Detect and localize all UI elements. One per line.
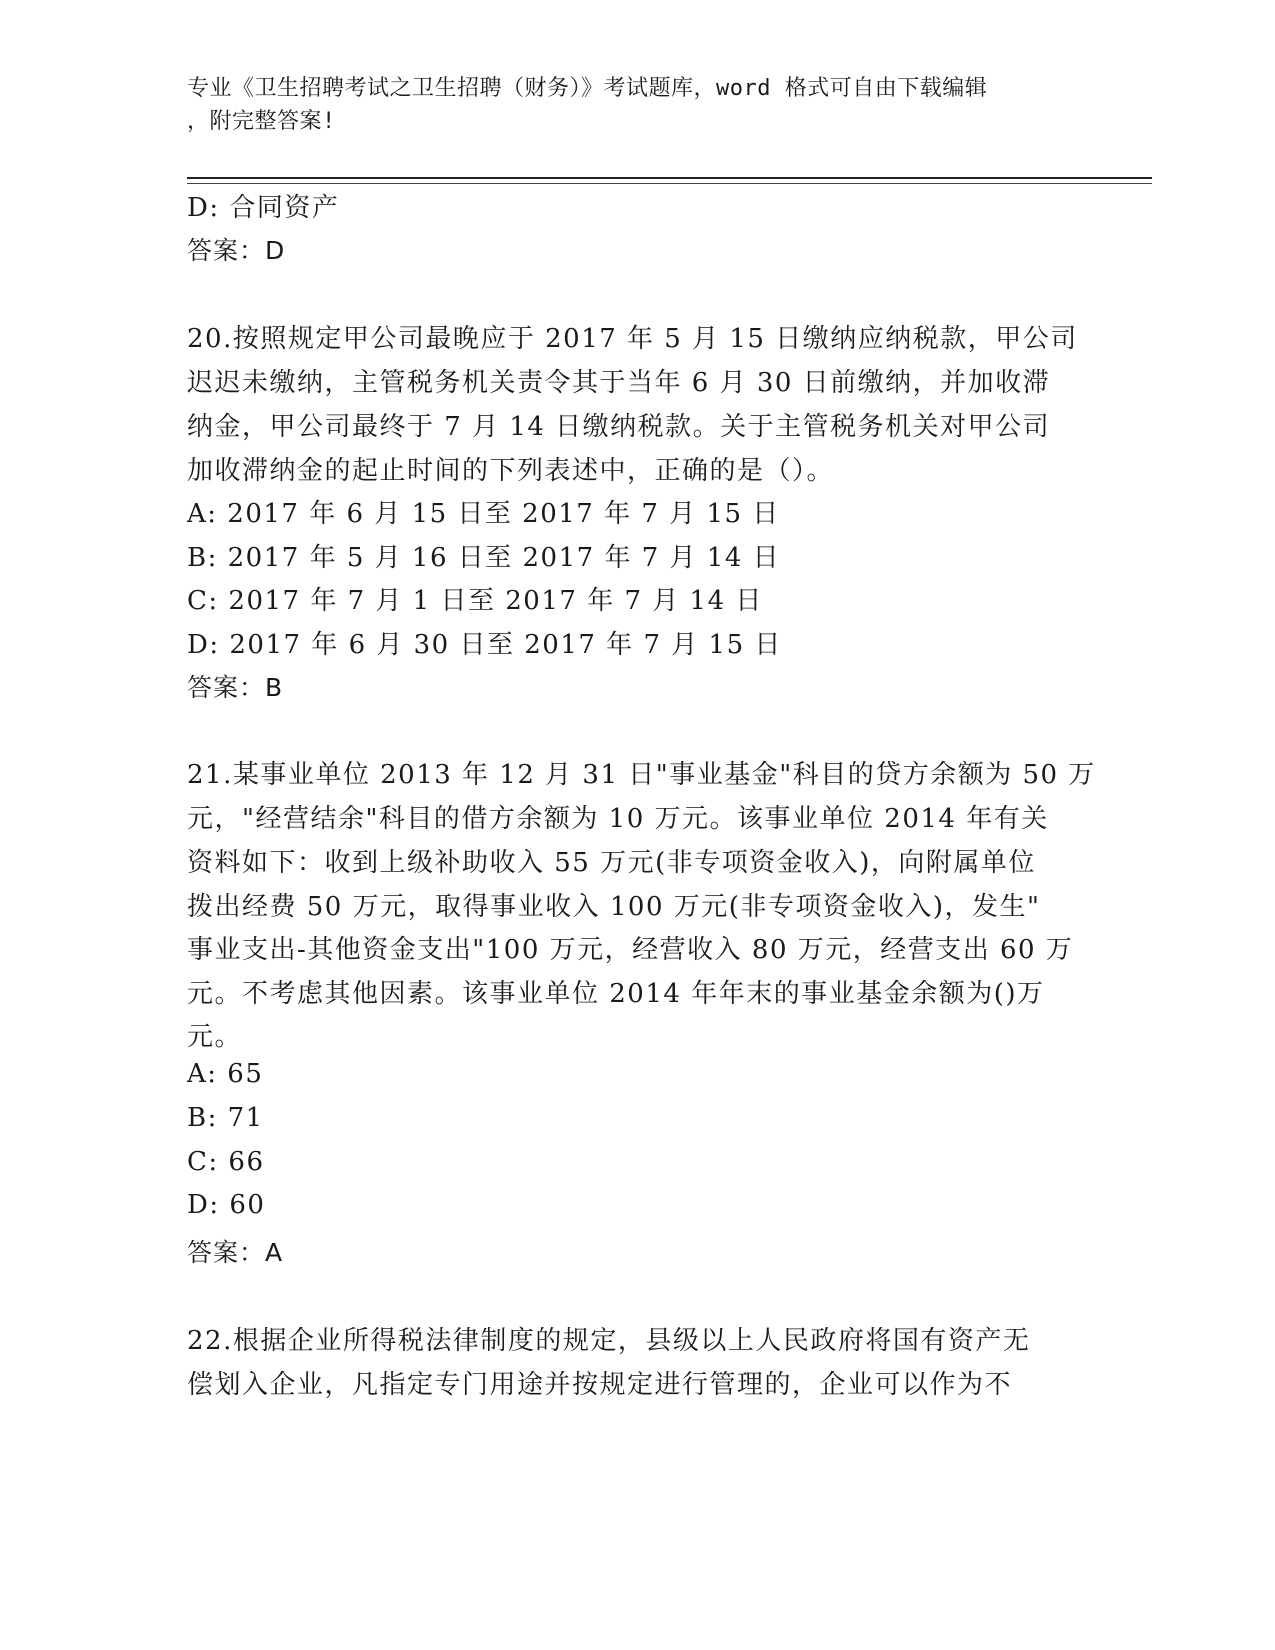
q21-option-c: C: 66 [187,1147,265,1177]
q20-option-b: B: 2017 年 5 月 16 日至 2017 年 7 月 14 日 [187,543,781,573]
q20-option-d: D: 2017 年 6 月 30 日至 2017 年 7 月 15 日 [187,630,782,660]
q20-stem-line-1: 20.按照规定甲公司最晚应于 2017 年 5 月 15 日缴纳应纳税款，甲公司 [187,324,1078,354]
q21-stem-line-6: 元。不考虑其他因素。该事业单位 2014 年年末的事业基金余额为()万 [187,979,1045,1009]
q21-stem-line-7: 元。 [187,1022,243,1052]
q22-stem-line-1: 22.根据企业所得税法律制度的规定，县级以上人民政府将国有资产无 [187,1326,1031,1356]
header-line-1: 专业《卫生招聘考试之卫生招聘（财务）》考试题库，word 格式可自由下载编辑 [187,76,988,101]
q21-option-a: A: 65 [187,1059,264,1089]
q21-answer: 答案：A [187,1238,284,1267]
q20-option-c: C: 2017 年 7 月 1 日至 2017 年 7 月 14 日 [187,586,763,616]
q20-option-a: A: 2017 年 6 月 15 日至 2017 年 7 月 15 日 [187,499,780,529]
q21-stem-line-5: 事业支出-其他资金支出"100 万元，经营收入 80 万元，经营支出 60 万 [187,935,1074,965]
q20-stem-line-2: 迟迟未缴纳，主管税务机关责令其于当年 6 月 30 日前缴纳，并加收滞 [187,368,1051,398]
q21-stem-line-4: 拨出经费 50 万元，取得事业收入 100 万元(非专项资金收入)，发生" [187,892,1041,922]
header-divider-thick [187,177,1152,179]
header-line-2: ，附完整答案! [187,109,336,134]
header-divider-thin [187,183,1152,184]
q21-option-d: D: 60 [187,1190,266,1220]
page-header [187,72,1087,138]
q20-stem-line-3: 纳金，甲公司最终于 7 月 14 日缴纳税款。关于主管税务机关对甲公司 [187,412,1051,442]
q21-option-b: B: 71 [187,1103,264,1133]
q19-answer: 答案：D [187,236,286,265]
q21-stem-line-3: 资料如下：收到上级补助收入 55 万元(非专项资金收入)，向附属单位 [187,848,1036,878]
q22-stem-line-2: 偿划入企业，凡指定专门用途并按规定进行管理的，企业可以作为不 [187,1370,1013,1400]
q21-stem-line-2: 元，"经营结余"科目的借方余额为 10 万元。该事业单位 2014 年有关 [187,804,1049,834]
q20-stem-line-4: 加收滞纳金的起止时间的下列表述中，正确的是（）。 [187,456,835,486]
q19-option-d: D: 合同资产 [187,193,340,223]
q21-stem-line-1: 21.某事业单位 2013 年 12 月 31 日"事业基金"科目的贷方余额为 50 万 [187,760,1096,790]
q20-answer: 答案：B [187,673,284,702]
